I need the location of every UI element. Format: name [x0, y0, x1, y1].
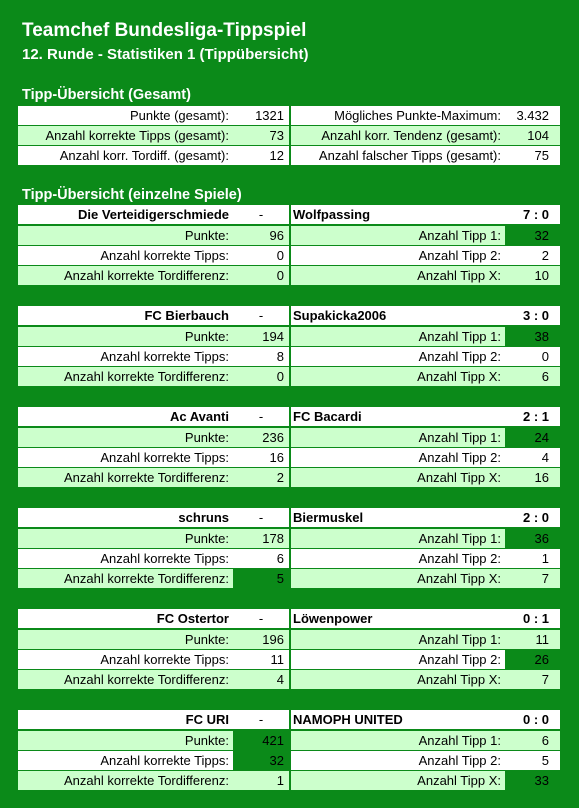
stat-value: 5: [233, 569, 289, 588]
overview-label: Punkte (gesamt):: [18, 106, 233, 125]
stat-value: 4: [505, 448, 560, 467]
stat-value: 0: [233, 266, 289, 285]
stat-value: 26: [505, 650, 560, 669]
stat-label: Anzahl korrekte Tipps:: [18, 549, 233, 568]
match-stat-row: [18, 246, 560, 265]
match-header: [18, 609, 560, 628]
stat-label: Anzahl Tipp X:: [291, 468, 505, 487]
stat-label: Anzahl korrekte Tordifferenz:: [18, 670, 233, 689]
match-header: [18, 306, 560, 325]
away-team: Supakicka2006: [291, 306, 505, 325]
stat-value: 16: [505, 468, 560, 487]
match-header: [18, 508, 560, 527]
stat-label: Anzahl korrekte Tordifferenz:: [18, 266, 233, 285]
match-header: [18, 205, 560, 224]
overview-value: 73: [233, 126, 289, 145]
stat-value: 194: [233, 327, 289, 346]
stat-value: 0: [233, 367, 289, 386]
match-stat-row: [18, 448, 560, 467]
stat-label: Punkte:: [18, 731, 233, 750]
away-team: Löwenpower: [291, 609, 505, 628]
home-team: schruns: [18, 508, 233, 527]
stat-label: Anzahl Tipp X:: [291, 569, 505, 588]
overview-label: Anzahl korr. Tendenz (gesamt):: [291, 126, 505, 145]
match-stat-row: [18, 731, 560, 750]
stat-value: 38: [505, 327, 560, 346]
home-team: FC URI: [18, 710, 233, 729]
page-title: Teamchef Bundesliga-Tippspiel: [22, 20, 307, 41]
match-score: 2 : 0: [505, 508, 560, 527]
stat-value: 4: [233, 670, 289, 689]
match-stat-row: [18, 529, 560, 548]
stat-value: 10: [505, 266, 560, 285]
page-subtitle: 12. Runde - Statistiken 1 (Tippübersicht): [22, 46, 309, 63]
away-team: NAMOPH UNITED: [291, 710, 505, 729]
match-score: 0 : 1: [505, 609, 560, 628]
match-stat-row: [18, 670, 560, 689]
stat-label: Anzahl Tipp 2:: [291, 549, 505, 568]
stat-label: Anzahl Tipp X:: [291, 670, 505, 689]
games-heading: Tipp-Übersicht (einzelne Spiele): [22, 187, 242, 203]
overview-value: 3.432: [505, 106, 560, 125]
stat-value: 421: [233, 731, 289, 750]
stat-label: Anzahl Tipp 1:: [291, 226, 505, 245]
stat-value: 6: [505, 731, 560, 750]
stat-label: Anzahl Tipp 2:: [291, 347, 505, 366]
stat-value: 0: [505, 347, 560, 366]
stat-label: Anzahl Tipp 1:: [291, 731, 505, 750]
stat-value: 36: [505, 529, 560, 548]
overview-value: 1321: [233, 106, 289, 125]
stat-value: 1: [233, 771, 289, 790]
home-team: FC Bierbauch: [18, 306, 233, 325]
overview-row: [18, 106, 560, 125]
vs-dash: -: [233, 609, 289, 628]
stat-label: Anzahl korrekte Tipps:: [18, 448, 233, 467]
overview-value: 104: [505, 126, 560, 145]
stat-label: Anzahl Tipp X:: [291, 367, 505, 386]
stat-value: 178: [233, 529, 289, 548]
overview-row: [18, 126, 560, 145]
stat-label: Anzahl Tipp 1:: [291, 630, 505, 649]
match-stat-row: [18, 630, 560, 649]
match-score: 3 : 0: [505, 306, 560, 325]
stat-label: Anzahl Tipp 1:: [291, 428, 505, 447]
stat-value: 1: [505, 549, 560, 568]
stat-label: Punkte:: [18, 226, 233, 245]
home-team: Die Verteidigerschmiede: [18, 205, 233, 224]
match-stat-row: [18, 428, 560, 447]
vs-dash: -: [233, 508, 289, 527]
stat-label: Anzahl Tipp 2:: [291, 650, 505, 669]
stat-value: 6: [233, 549, 289, 568]
stat-value: 6: [505, 367, 560, 386]
match-stat-row: [18, 266, 560, 285]
overview-value: 12: [233, 146, 289, 165]
overview-label: Anzahl korr. Tordiff. (gesamt):: [18, 146, 233, 165]
stat-value: 7: [505, 670, 560, 689]
stat-label: Anzahl korrekte Tordifferenz:: [18, 367, 233, 386]
stat-label: Anzahl korrekte Tipps:: [18, 751, 233, 770]
away-team: Biermuskel: [291, 508, 505, 527]
match-score: 2 : 1: [505, 407, 560, 426]
overview-value: 75: [505, 146, 560, 165]
overview-label: Anzahl falscher Tipps (gesamt):: [291, 146, 505, 165]
vs-dash: -: [233, 710, 289, 729]
stat-label: Anzahl korrekte Tipps:: [18, 246, 233, 265]
stat-label: Punkte:: [18, 630, 233, 649]
stat-label: Anzahl korrekte Tipps:: [18, 650, 233, 669]
home-team: Ac Avanti: [18, 407, 233, 426]
stat-label: Anzahl korrekte Tipps:: [18, 347, 233, 366]
match-stat-row: [18, 751, 560, 770]
stat-value: 33: [505, 771, 560, 790]
match-stat-row: [18, 226, 560, 245]
stat-value: 32: [505, 226, 560, 245]
match-stat-row: [18, 367, 560, 386]
stat-label: Punkte:: [18, 327, 233, 346]
stat-label: Anzahl Tipp X:: [291, 771, 505, 790]
vs-dash: -: [233, 205, 289, 224]
stat-value: 32: [233, 751, 289, 770]
stat-value: 11: [505, 630, 560, 649]
stat-label: Anzahl Tipp 1:: [291, 529, 505, 548]
vs-dash: -: [233, 407, 289, 426]
match-stat-row: [18, 347, 560, 366]
stat-value: 196: [233, 630, 289, 649]
match-stat-row: [18, 771, 560, 790]
home-team: FC Ostertor: [18, 609, 233, 628]
stat-value: 8: [233, 347, 289, 366]
stat-value: 24: [505, 428, 560, 447]
overview-label: Mögliches Punkte-Maximum:: [291, 106, 505, 125]
stat-value: 0: [233, 246, 289, 265]
away-team: FC Bacardi: [291, 407, 505, 426]
stat-value: 236: [233, 428, 289, 447]
match-score: 7 : 0: [505, 205, 560, 224]
overview-row: [18, 146, 560, 165]
stat-label: Anzahl Tipp 2:: [291, 246, 505, 265]
match-stat-row: [18, 650, 560, 669]
overview-label: Anzahl korrekte Tipps (gesamt):: [18, 126, 233, 145]
stat-value: 2: [505, 246, 560, 265]
stat-label: Anzahl korrekte Tordifferenz:: [18, 468, 233, 487]
match-stat-row: [18, 468, 560, 487]
vs-dash: -: [233, 306, 289, 325]
stat-label: Punkte:: [18, 428, 233, 447]
match-stat-row: [18, 327, 560, 346]
stat-label: Anzahl Tipp 2:: [291, 751, 505, 770]
stat-value: 11: [233, 650, 289, 669]
match-header: [18, 710, 560, 729]
match-stat-row: [18, 549, 560, 568]
stat-value: 16: [233, 448, 289, 467]
stat-label: Anzahl korrekte Tordifferenz:: [18, 569, 233, 588]
stat-value: 7: [505, 569, 560, 588]
away-team: Wolfpassing: [291, 205, 505, 224]
overview-heading: Tipp-Übersicht (Gesamt): [22, 87, 191, 103]
stat-label: Anzahl Tipp 1:: [291, 327, 505, 346]
match-header: [18, 407, 560, 426]
stat-value: 2: [233, 468, 289, 487]
stat-label: Anzahl Tipp 2:: [291, 448, 505, 467]
match-score: 0 : 0: [505, 710, 560, 729]
stat-label: Punkte:: [18, 529, 233, 548]
stat-value: 96: [233, 226, 289, 245]
stat-label: Anzahl Tipp X:: [291, 266, 505, 285]
stat-label: Anzahl korrekte Tordifferenz:: [18, 771, 233, 790]
match-stat-row: [18, 569, 560, 588]
stat-value: 5: [505, 751, 560, 770]
